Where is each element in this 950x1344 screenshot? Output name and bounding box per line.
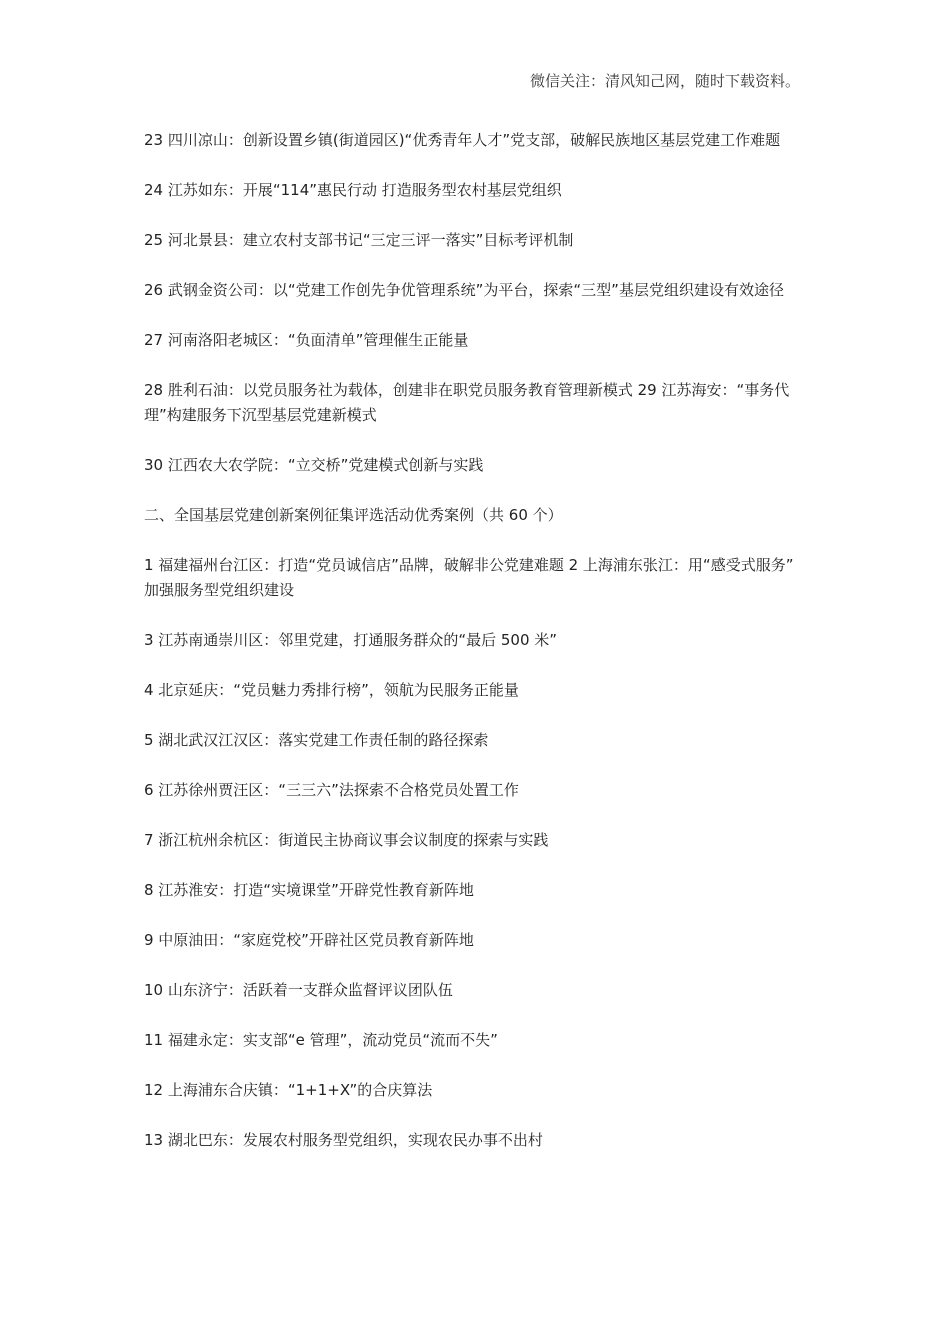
list-item: 4 北京延庆：“党员魅力秀排行榜”，领航为民服务正能量	[144, 681, 519, 699]
list-item: 11 福建永定：实支部“e 管理”，流动党员“流而不失”	[144, 1031, 498, 1049]
list-item: 23 四川凉山：创新设置乡镇(街道园区)“优秀青年人才”党支部，破解民族地区基层党建工作难题	[144, 131, 781, 149]
list-item: 27 河南洛阳老城区：“负面清单”管理催生正能量	[144, 331, 469, 349]
list-item: 1 福建福州台江区：打造“党员诚信店”品牌，破解非公党建难题 2 上海浦东张江：用“感受式服务” 加强服务型党组织建设	[144, 556, 794, 599]
section-heading: 二、全国基层党建创新案例征集评选活动优秀案例（共 60 个）	[144, 506, 563, 524]
list-item: 30 江西农大农学院：“立交桥”党建模式创新与实践	[144, 456, 484, 474]
list-item: 3 江苏南通崇川区：邻里党建，打通服务群众的“最后 500 米”	[144, 631, 558, 649]
list-item: 5 湖北武汉江汉区：落实党建工作责任制的路径探索	[144, 731, 489, 749]
list-item: 28 胜利石油：以党员服务社为载体，创建非在职党员服务教育管理新模式 29 江苏海安：“事务代理”构建服务下沉型基层党建新模式	[144, 381, 790, 424]
list-item: 26 武钢金资公司：以“党建工作创先争优管理系统”为平台，探索“三型”基层党组织建设有效途径	[144, 281, 784, 299]
list-item: 10 山东济宁：活跃着一支群众监督评议团队伍	[144, 981, 453, 999]
header-note: 微信关注：清风知己网，随时下载资料。	[529, 72, 800, 90]
list-item: 12 上海浦东合庆镇：“1+1+X”的合庆算法	[144, 1081, 433, 1099]
list-item: 8 江苏淮安：打造“实境课堂”开辟党性教育新阵地	[144, 881, 474, 899]
list-item: 9 中原油田：“家庭党校”开辟社区党员教育新阵地	[144, 931, 474, 949]
list-item: 13 湖北巴东：发展农村服务型党组织，实现农民办事不出村	[144, 1131, 543, 1149]
document-body	[144, 128, 808, 1178]
list-item: 24 江苏如东：开展“114”惠民行动 打造服务型农村基层党组织	[144, 181, 562, 199]
list-item: 6 江苏徐州贾汪区：“三三六”法探索不合格党员处置工作	[144, 781, 519, 799]
list-item: 7 浙江杭州余杭区：街道民主协商议事会议制度的探索与实践	[144, 831, 549, 849]
list-item: 25 河北景县：建立农村支部书记“三定三评一落实”目标考评机制	[144, 231, 574, 249]
